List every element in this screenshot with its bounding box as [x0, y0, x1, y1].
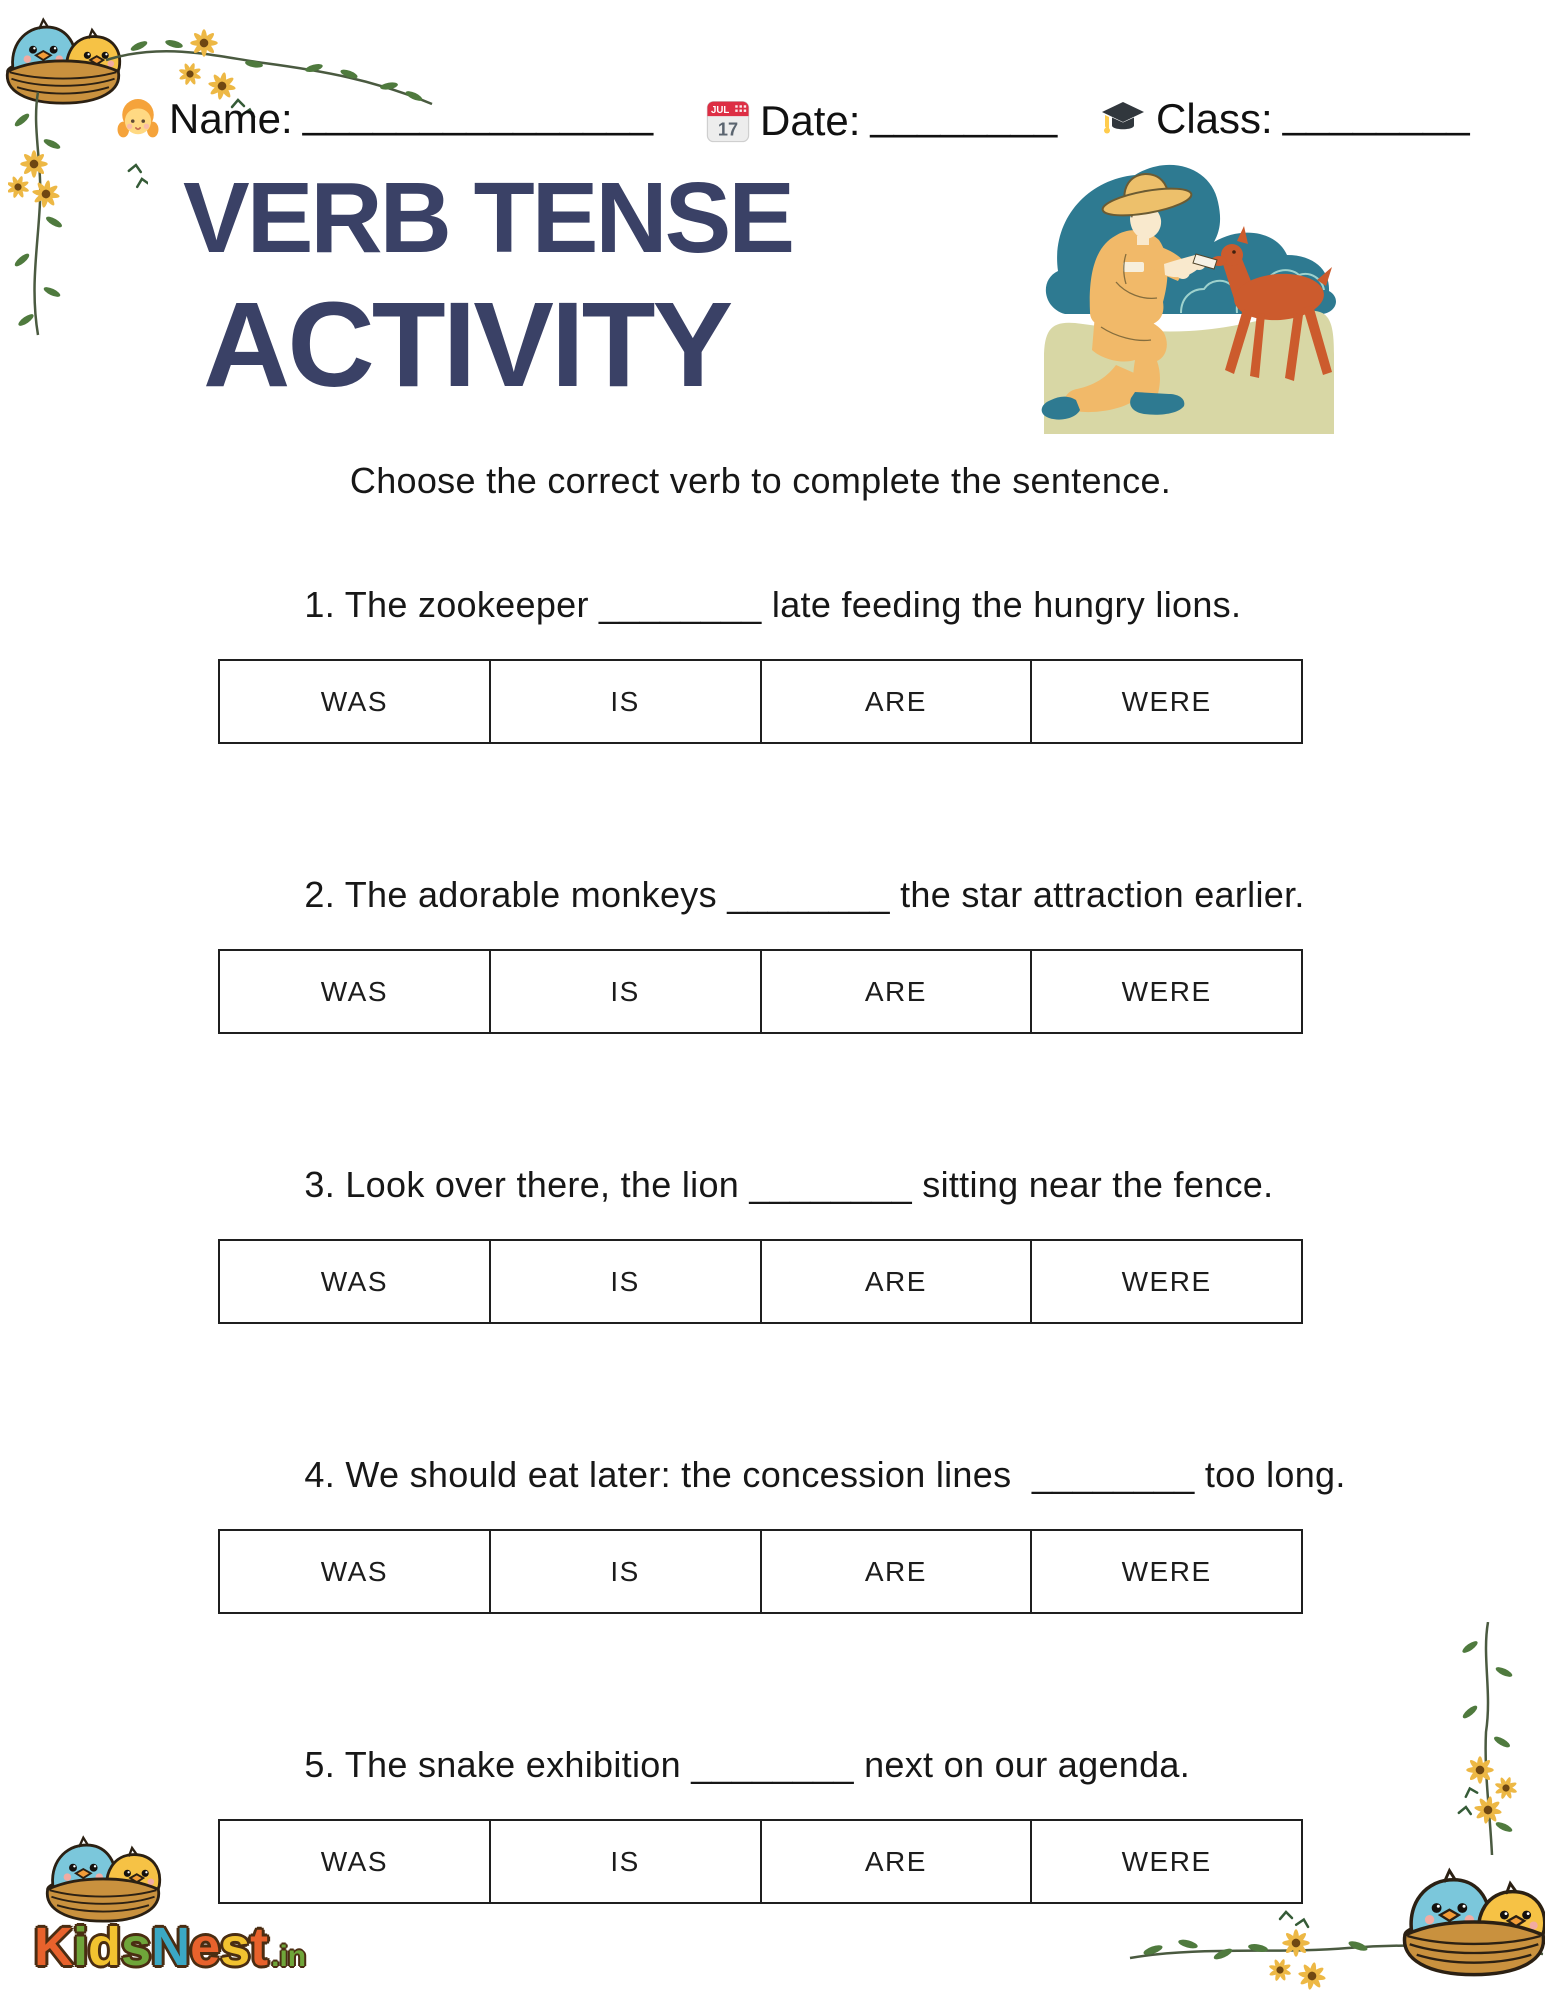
class-blank[interactable]: ________: [1282, 89, 1470, 136]
question-sentence: We should eat later: the concession lines ________ too long.: [345, 1454, 1346, 1495]
answer-option-cell[interactable]: [489, 661, 760, 742]
calendar-day-text: 17: [717, 119, 739, 140]
answer-option-label: IS: [610, 685, 640, 717]
answer-option-label: WERE: [1121, 1845, 1212, 1877]
question-number: 3.: [304, 1164, 336, 1205]
calendar-icon: [706, 98, 750, 144]
answer-options-table: [218, 949, 1303, 1034]
brand-letter: d: [88, 1917, 122, 1977]
birds-nest-illustration-bottom-right: [1398, 1846, 1545, 1977]
answer-option-label: ARE: [864, 1265, 927, 1297]
answer-option-cell[interactable]: [220, 661, 489, 742]
question-block: [218, 542, 1303, 747]
answer-option-label: WERE: [1121, 1265, 1212, 1297]
question-number: 5.: [304, 1744, 336, 1785]
name-blank[interactable]: _______________: [302, 89, 654, 136]
answer-option-cell[interactable]: [1030, 1531, 1301, 1612]
answer-option-label: WERE: [1121, 975, 1212, 1007]
answer-option-label: WERE: [1121, 1555, 1212, 1587]
answer-option-cell[interactable]: [489, 1531, 760, 1612]
brand-letter: s: [220, 1917, 251, 1977]
brand-letter: t: [250, 1917, 269, 1977]
name-field-group: [117, 89, 654, 142]
brand-letter: i: [73, 1917, 89, 1977]
class-label: Class:: [1156, 95, 1273, 142]
brand-letter: N: [151, 1917, 191, 1977]
answer-option-label: ARE: [864, 1555, 927, 1587]
question-block: [218, 832, 1303, 1037]
answer-options-table: [218, 1819, 1303, 1904]
brand-letter: s: [121, 1917, 152, 1977]
brand-logo: [34, 1917, 307, 1977]
zookeeper-feeding-fawn-illustration: [1031, 162, 1347, 434]
instruction-text: Choose the correct verb to complete the sentence.: [349, 460, 1172, 501]
answer-option-cell[interactable]: [760, 1821, 1031, 1902]
brand-suffix: .in: [271, 1940, 307, 1973]
answer-option-label: ARE: [864, 685, 927, 717]
answer-option-cell[interactable]: [1030, 661, 1301, 742]
answer-option-cell[interactable]: [220, 1241, 489, 1322]
answer-option-cell[interactable]: [220, 1531, 489, 1612]
answer-option-cell[interactable]: [220, 951, 489, 1032]
answer-option-label: IS: [610, 1555, 640, 1587]
answer-option-label: WAS: [320, 1265, 388, 1297]
bottom-right-vine-decoration: [1440, 1622, 1545, 1857]
answer-option-label: WAS: [320, 685, 388, 717]
page-title-line2: ACTIVITY: [203, 276, 731, 412]
question-sentence: Look over there, the lion ________ sitting near the fence.: [345, 1164, 1274, 1205]
date-blank[interactable]: ________: [870, 91, 1058, 138]
question-block: [218, 1122, 1303, 1327]
question-text: [222, 1702, 1190, 1828]
answer-option-label: IS: [610, 975, 640, 1007]
answer-option-label: IS: [610, 1265, 640, 1297]
answer-option-cell[interactable]: [1030, 1821, 1301, 1902]
girl-emoji-icon: [117, 98, 159, 140]
question-number: 4.: [304, 1454, 336, 1495]
answer-option-cell[interactable]: [760, 1531, 1031, 1612]
answer-option-label: WERE: [1121, 685, 1212, 717]
answer-option-cell[interactable]: [760, 1241, 1031, 1322]
answer-options-table: [218, 659, 1303, 744]
answer-option-cell[interactable]: [489, 1241, 760, 1322]
page-title-line1: VERB TENSE: [183, 162, 793, 274]
answer-option-cell[interactable]: [760, 661, 1031, 742]
question-text: [222, 542, 1241, 668]
date-label: Date:: [760, 97, 861, 144]
answer-option-label: WAS: [320, 975, 388, 1007]
answer-option-cell[interactable]: [760, 951, 1031, 1032]
question-text: [222, 1122, 1273, 1248]
answer-option-label: ARE: [864, 1845, 927, 1877]
date-field-group: [706, 91, 1058, 144]
name-label: Name:: [169, 95, 293, 142]
question-number: 2.: [304, 874, 336, 915]
question-text: [222, 832, 1305, 958]
answer-option-label: WAS: [320, 1845, 388, 1877]
brand-letter: e: [190, 1917, 221, 1977]
calendar-month-text: JUL: [711, 105, 730, 117]
question-sentence: The adorable monkeys ________ the star attraction earlier.: [344, 874, 1305, 915]
question-block: [218, 1412, 1346, 1617]
answer-option-label: ARE: [864, 975, 927, 1007]
question-text: [222, 1412, 1346, 1538]
answer-option-label: IS: [610, 1845, 640, 1877]
question-block: [218, 1702, 1303, 1907]
question-sentence: The snake exhibition ________ next on our agenda.: [344, 1744, 1191, 1785]
answer-option-cell[interactable]: [489, 1821, 760, 1902]
question-sentence: The zookeeper ________ late feeding the hungry lions.: [344, 584, 1242, 625]
answer-option-cell[interactable]: [220, 1821, 489, 1902]
answer-option-cell[interactable]: [1030, 951, 1301, 1032]
answer-options-table: [218, 1239, 1303, 1324]
graduation-cap-icon: [1100, 98, 1146, 140]
answer-option-cell[interactable]: [489, 951, 760, 1032]
class-field-group: [1100, 89, 1470, 142]
answer-option-cell[interactable]: [1030, 1241, 1301, 1322]
question-number: 1.: [304, 584, 336, 625]
answer-option-label: WAS: [320, 1555, 388, 1587]
answer-options-table: [218, 1529, 1303, 1614]
birds-nest-illustration-bottom-left: [42, 1818, 164, 1923]
brand-letter: K: [34, 1917, 73, 1977]
